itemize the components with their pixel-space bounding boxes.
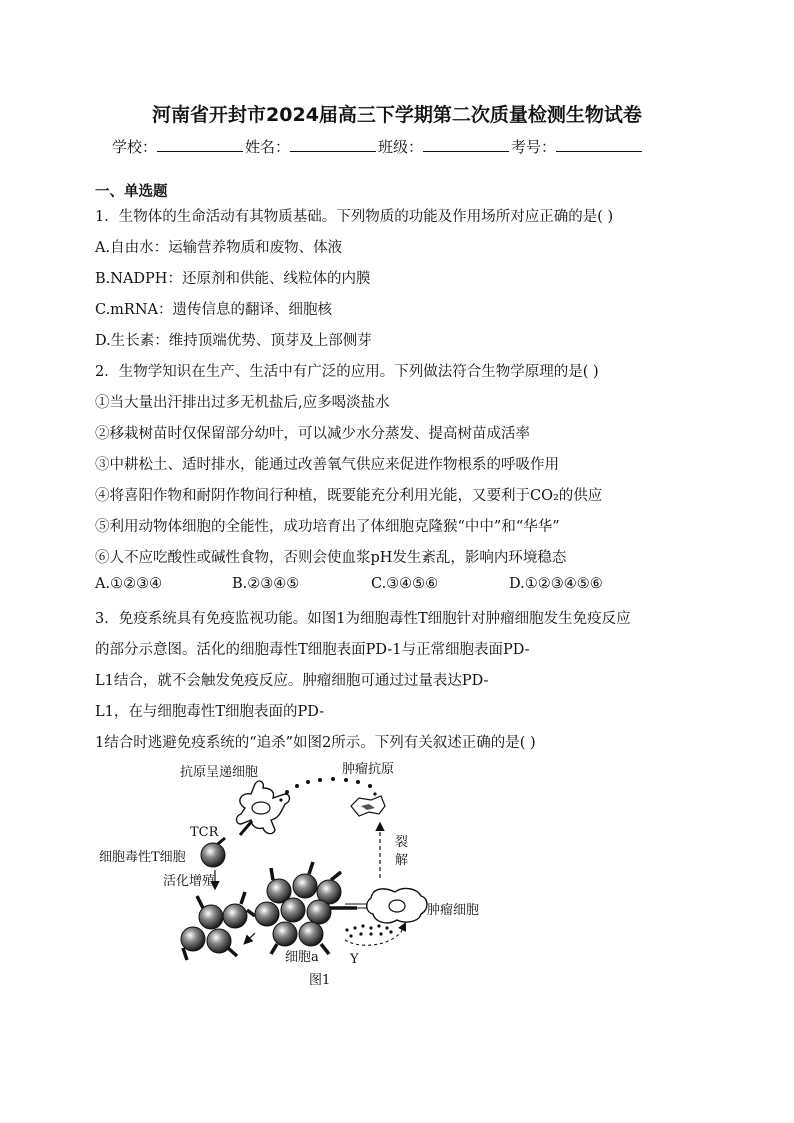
q2-statement-1: ①当大量出汗排出过多无机盐后,应多喝淡盐水 — [95, 395, 390, 411]
secretion-y-dots — [345, 924, 392, 937]
q1-option-c: C.mRNA：遗传信息的翻译、细胞核 — [95, 302, 333, 318]
label-lysis-1: 裂 — [395, 835, 409, 850]
ctl-cluster-right — [247, 862, 357, 954]
section-heading: 一、单选题 — [95, 184, 168, 200]
q3-stem-line-2: 的部分示意图。活化的细胞毒性T细胞表面PD-1与正常细胞表面PD- — [95, 642, 530, 658]
q3-stem-line-4: L1，在与细胞毒性T细胞表面的PD- — [95, 704, 325, 720]
q2-choice-a: A.①②③④ — [95, 576, 163, 592]
q1-option-d: D.生长素：维持顶端优势、顶芽及上部侧芽 — [95, 333, 372, 349]
label-tumor-cell: 肿瘤细胞 — [427, 903, 480, 918]
name-label: 姓名： — [245, 138, 291, 156]
q2-statement-2: ②移栽树苗时仅保留部分幼叶，可以减少水分蒸发、提高树苗成活率 — [95, 426, 530, 442]
q3-stem-line-3: L1结合，就不会触发免疫反应。肿瘤细胞可通过过量表达PD- — [95, 673, 489, 689]
q2-statement-3: ③中耕松土、适时排水，能通过改善氧气供应来促进作物根系的呼吸作用 — [95, 457, 559, 473]
q3-stem-line-1: 3．免疫系统具有免疫监视功能。如图1为细胞毒性T细胞针对肿瘤细胞发生免疫反应 — [95, 611, 631, 627]
figure-1 — [95, 758, 505, 993]
label-apc: 抗原呈递细胞 — [180, 765, 259, 780]
apc-dendritic-cell — [237, 781, 290, 835]
q2-statement-4: ④将喜阳作物和耐阴作物间行种植，既要能充分利用光能，又要利于CO₂的供应 — [95, 488, 603, 504]
q1-option-b: B.NADPH：还原剂和供能、线粒体的内膜 — [95, 271, 371, 287]
ctl-cluster-left — [181, 892, 247, 960]
label-ctl: 细胞毒性T细胞 — [99, 850, 186, 865]
label-lysis-2: 解 — [395, 853, 409, 868]
q2-statement-6: ⑥人不应吃酸性或碱性食物，否则会使血浆pH发生紊乱，影响内环境稳态 — [95, 550, 567, 566]
figure-caption: 图1 — [309, 973, 331, 988]
q1-option-a: A.自由水：运输营养物质和废物、体液 — [95, 240, 343, 256]
q2-statement-5: ⑤利用动物体细胞的全能性，成功培育出了体细胞克隆猴“中中”和“华华” — [95, 519, 560, 535]
label-proliferate: 活化增殖 — [163, 874, 216, 889]
q2-choice-c: C.③④⑤⑥ — [371, 576, 439, 592]
exam-number-blank — [556, 137, 642, 152]
lysed-tumor-fragment — [351, 796, 385, 816]
exam-number-label: 考号： — [511, 138, 557, 156]
tumor-cell — [367, 889, 427, 923]
school-blank — [157, 137, 243, 152]
q2-stem: 2．生物学知识在生产、生活中有广泛的应用。下列做法符合生物学原理的是( ) — [95, 364, 599, 380]
name-blank — [290, 137, 376, 152]
cluster-arrow — [245, 933, 255, 943]
label-tumor-antigen: 肿瘤抗原 — [342, 762, 395, 777]
label-tcr: TCR — [190, 825, 219, 840]
class-blank — [423, 137, 509, 152]
ctl-cell — [201, 838, 225, 867]
school-label: 学校： — [112, 138, 158, 156]
q3-stem-line-5: 1结合时逃避免疫系统的“追杀”如图2所示。下列有关叙述正确的是( ) — [95, 735, 536, 751]
label-y: Y — [350, 952, 359, 967]
class-label: 班级： — [378, 138, 424, 156]
immune-response-diagram — [95, 758, 505, 993]
exam-title: 河南省开封市2024届高三下学期第二次质量检测生物试卷 — [152, 104, 642, 126]
q2-choice-b: B.②③④⑤ — [232, 576, 300, 592]
student-info-row — [112, 136, 682, 157]
q2-choice-d: D.①②③④⑤⑥ — [509, 576, 603, 592]
q1-stem: 1．生物体的生命活动有其物质基础。下列物质的功能及作用场所对应正确的是( ) — [95, 209, 614, 225]
label-cell-a: 细胞a — [285, 950, 319, 965]
